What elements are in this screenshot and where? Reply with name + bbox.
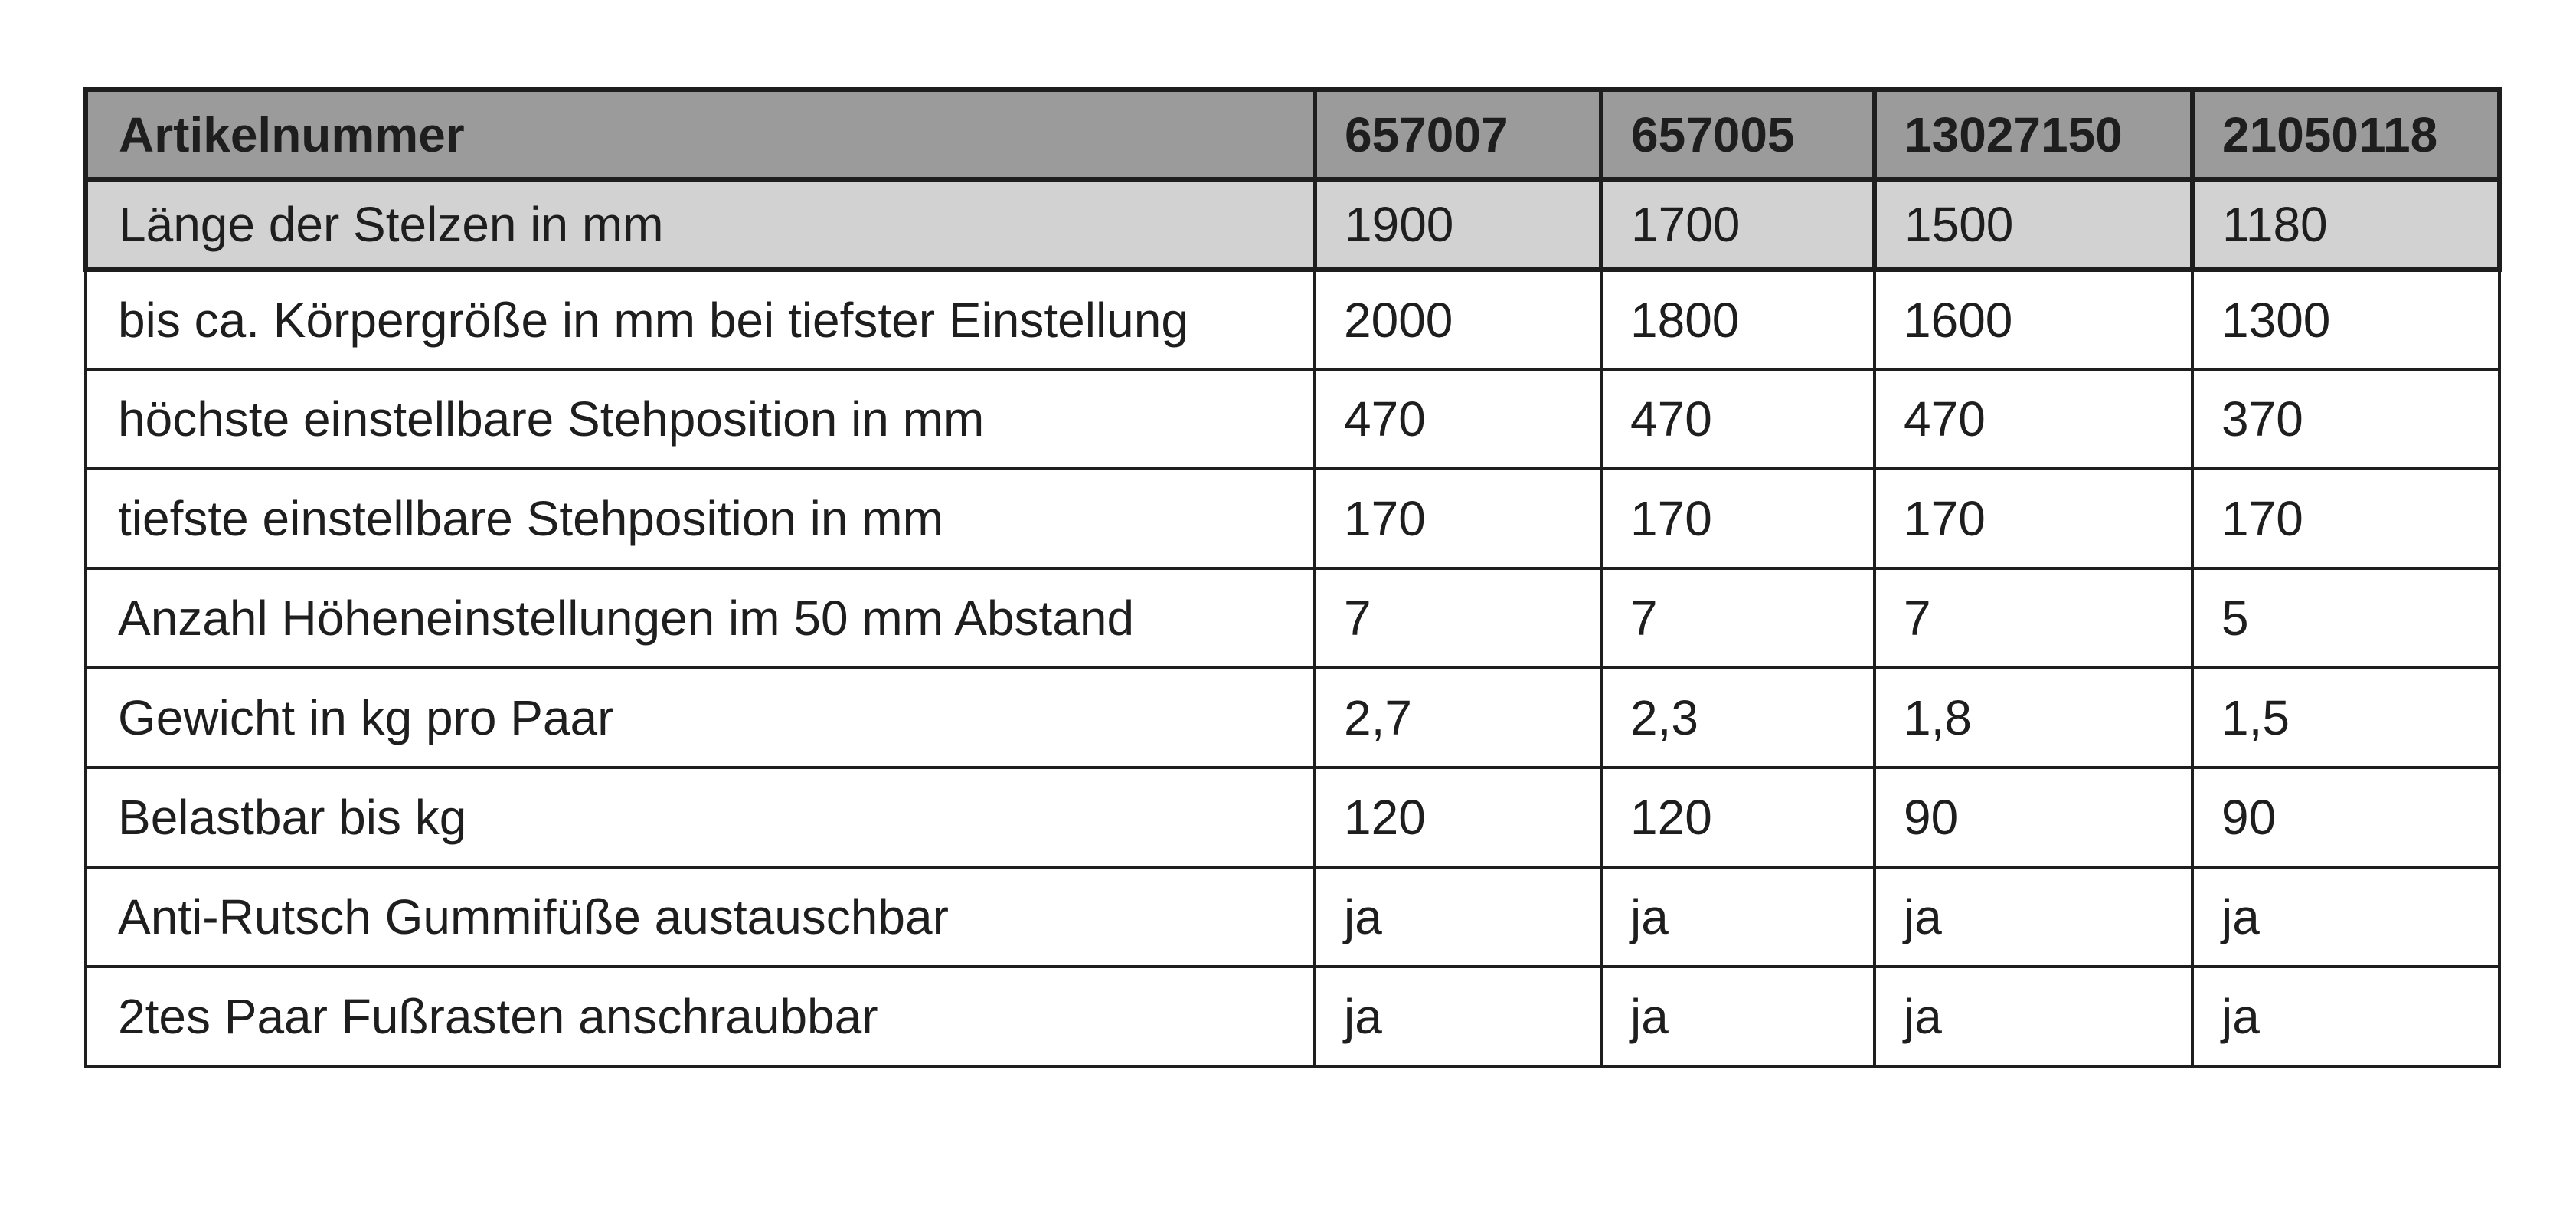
row-value-cell: 1,5 [2192, 668, 2499, 768]
table-row [86, 668, 2499, 768]
subheader-value-cell: 1700 [1601, 179, 1875, 270]
subheader-value-cell: 1900 [1315, 179, 1601, 270]
table-row [86, 967, 2499, 1066]
row-value-cell: 1600 [1875, 270, 2192, 369]
row-value-cell: 470 [1875, 369, 2192, 469]
row-value-cell: 120 [1601, 768, 1875, 867]
subheader-label-cell: Länge der Stelzen in mm [86, 179, 1315, 270]
row-label-cell: Anti-Rutsch Gummifüße austauschbar [86, 867, 1315, 967]
table-row [86, 568, 2499, 668]
header-article-number: 13027150 [1875, 90, 2192, 179]
table-header-row [86, 90, 2499, 179]
table-row [86, 469, 2499, 568]
row-label-cell: Belastbar bis kg [86, 768, 1315, 867]
table-row [86, 369, 2499, 469]
row-value-cell: ja [1315, 867, 1601, 967]
header-article-number: 657007 [1315, 90, 1601, 179]
row-value-cell: 7 [1315, 568, 1601, 668]
header-article-number: 657005 [1601, 90, 1875, 179]
row-value-cell: 2,7 [1315, 668, 1601, 768]
row-value-cell: 370 [2192, 369, 2499, 469]
row-value-cell: ja [1315, 967, 1601, 1066]
row-value-cell: 1300 [2192, 270, 2499, 369]
row-value-cell: 170 [1601, 469, 1875, 568]
header-article-number: 21050118 [2192, 90, 2499, 179]
row-value-cell: 2,3 [1601, 668, 1875, 768]
subheader-value-cell: 1180 [2192, 179, 2499, 270]
row-value-cell: 7 [1875, 568, 2192, 668]
table-row [86, 768, 2499, 867]
row-value-cell: 170 [2192, 469, 2499, 568]
row-value-cell: 5 [2192, 568, 2499, 668]
table-subheader-row [86, 179, 2499, 270]
row-value-cell: ja [2192, 967, 2499, 1066]
row-value-cell: 90 [1875, 768, 2192, 867]
row-value-cell: 7 [1601, 568, 1875, 668]
row-value-cell: 1,8 [1875, 668, 2192, 768]
table-row [86, 270, 2499, 369]
row-value-cell: ja [1601, 867, 1875, 967]
row-value-cell: ja [1601, 967, 1875, 1066]
row-value-cell: 1800 [1601, 270, 1875, 369]
row-value-cell: 470 [1601, 369, 1875, 469]
header-label-cell: Artikelnummer [86, 90, 1315, 179]
row-label-cell: tiefste einstellbare Stehposition in mm [86, 469, 1315, 568]
row-value-cell: ja [1875, 867, 2192, 967]
row-value-cell: 470 [1315, 369, 1601, 469]
subheader-value-cell: 1500 [1875, 179, 2192, 270]
row-value-cell: 120 [1315, 768, 1601, 867]
row-value-cell: ja [1875, 967, 2192, 1066]
row-value-cell: ja [2192, 867, 2499, 967]
row-value-cell: 2000 [1315, 270, 1601, 369]
row-label-cell: bis ca. Körpergröße in mm bei tiefster Einstellung [86, 270, 1315, 369]
spec-table [83, 87, 2502, 1068]
row-label-cell: Anzahl Höheneinstellungen im 50 mm Abstand [86, 568, 1315, 668]
row-label-cell: höchste einstellbare Stehposition in mm [86, 369, 1315, 469]
table-row [86, 867, 2499, 967]
row-value-cell: 170 [1315, 469, 1601, 568]
row-value-cell: 170 [1875, 469, 2192, 568]
row-label-cell: 2tes Paar Fußrasten anschraubbar [86, 967, 1315, 1066]
row-label-cell: Gewicht in kg pro Paar [86, 668, 1315, 768]
row-value-cell: 90 [2192, 768, 2499, 867]
